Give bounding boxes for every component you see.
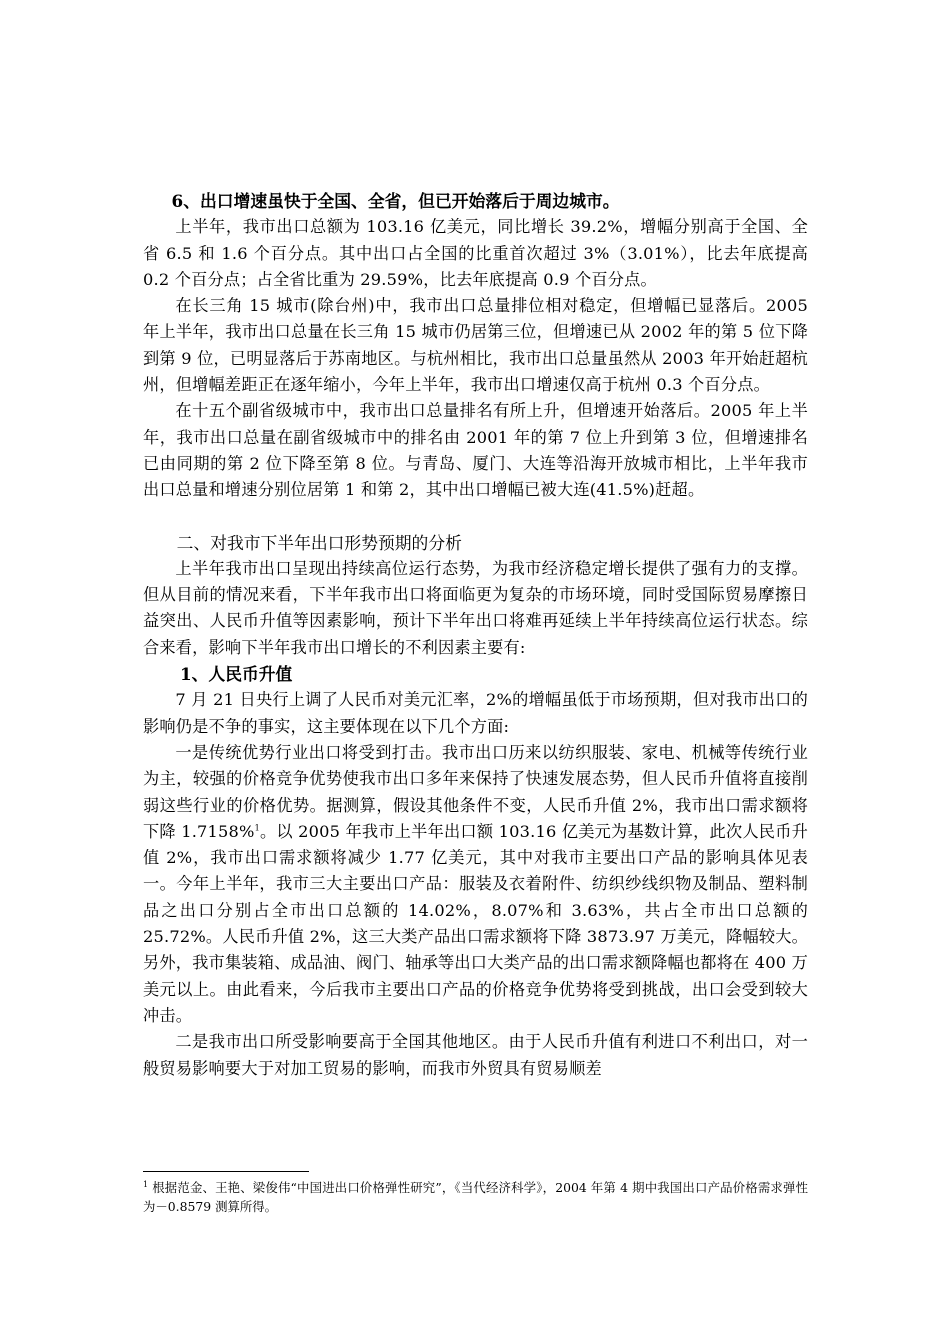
spacer — [143, 504, 808, 530]
paragraph: 7 月 21 日央行上调了人民币对美元汇率，2%的增幅虽低于市场预期，但对我市出口的影响仍是不争的事实，这主要体现在以下几个方面: — [143, 690, 808, 736]
sub-heading-rmb-appreciation: 1、人民币升值 — [179, 664, 293, 685]
footnote — [143, 1178, 808, 1216]
paragraph: 二是我市出口所受影响要高于全国其他地区。由于人民币升值有利进口不利出口，对一般贸易影响要大于对加工贸易的影响，而我市外贸具有贸易顺差 — [143, 1032, 808, 1078]
paragraph-text: 一是传统优势行业出口将受到打击。我市出口历来以纺织服装、家电、机械等传统行业为主，较强的价格竞争优势使我市出口多年来保持了快速发展态势，但人民币升值将直接削弱这些行业的价格优势。据测算，假设其他条件不变，人民币升值 2%，我市出口需求额将下降 1.7158% — [143, 742, 808, 841]
section-6-heading: 6、出口增速虽快于全国、全省，但已开始落后于周边城市。 — [171, 191, 620, 211]
paragraph — [143, 740, 808, 1029]
main-text — [143, 188, 808, 1082]
footnote-text: 根据范金、王艳、梁俊伟“中国进出口价格弹性研究”，《当代经济科学》，2004 年第 4 期中我国出口产品价格需求弹性为－0.8579 测算所得。 — [143, 1180, 808, 1214]
footnote-marker: 1 — [143, 1179, 149, 1189]
paragraph: 上半年，我市出口总额为 103.16 亿美元，同比增长 39.2%，增幅分别高于全国、全省 6.5 和 1.6 个百分点。其中出口占全国的比重首次超过 3%（3.01%），比去年底提高 0.2 个百分点；占全省比重为 29.59%，比去年底提高 0.9 个百分点。 — [143, 217, 808, 289]
paragraph: 上半年我市出口呈现出持续高位运行态势，为我市经济稳定增长提供了强有力的支撑。但从目前的情况来看，下半年我市出口将面临更为复杂的市场环境，同时受国际贸易摩擦日益突出、人民币升值等因素影响，预计下半年出口将难再延续上半年持续高位运行状态。综合来看，影响下半年我市出口增长的不利因素主要有: — [143, 558, 808, 657]
footnote-separator — [143, 1171, 309, 1172]
paragraph: 在十五个副省级城市中，我市出口总量排名有所上升，但增速开始落后。2005 年上半年，我市出口总量在副省级城市中的排名由 2001 年的第 7 位上升到第 3 位，但增速排名已由同期的第 2 位下降至第 8 位。与青岛、厦门、大连等沿海开放城市相比，上半年我市出口总量和增速分别位居第 1 和第 2，其中出口增幅已被大连(41.5%)赶超。 — [143, 401, 808, 500]
paragraph-text: 。以 2005 年我市上半年出口额 103.16 亿美元为基数计算，此次人民币升值 2%，我市出口需求额将减少 1.77 亿美元，其中对我市主要出口产品的影响具体见表一。今年上半年，我市三大主要出口产品：服装及衣着附件、纺织纱线织物及制品、塑料制品之出口分别占全市出口总额的 14.02%，8.07%和 3.63%，共占全市出口总额的 25.72%。人民币升值 2%，这三大类产品出口需求额将下降 3873.97 万美元，降幅较大。另外，我市集装箱、成品油、阀门、轴承等出口大类产品的出口需求额降幅也都将在 400 万美元以上。由此看来，今后我市主要出口产品的价格竞争优势将受到挑战，出口会受到较大冲击。 — [143, 821, 809, 1025]
footnote-reference[interactable]: 1 — [254, 823, 260, 833]
section-2-heading: 二、对我市下半年出口形势预期的分析 — [176, 532, 462, 553]
paragraph: 在长三角 15 城市(除台州)中，我市出口总量排位相对稳定，但增幅已显落后。2005 年上半年，我市出口总量在长三角 15 城市仍居第三位，但增速已从 2002 年的第 5 位下降到第 9 位，已明显落后于苏南地区。与杭州相比，我市出口总量虽然从 2003 年开始赶超杭州，但增幅差距正在逐年缩小，今年上半年，我市出口增速仅高于杭州 0.3 个百分点。 — [143, 296, 808, 395]
